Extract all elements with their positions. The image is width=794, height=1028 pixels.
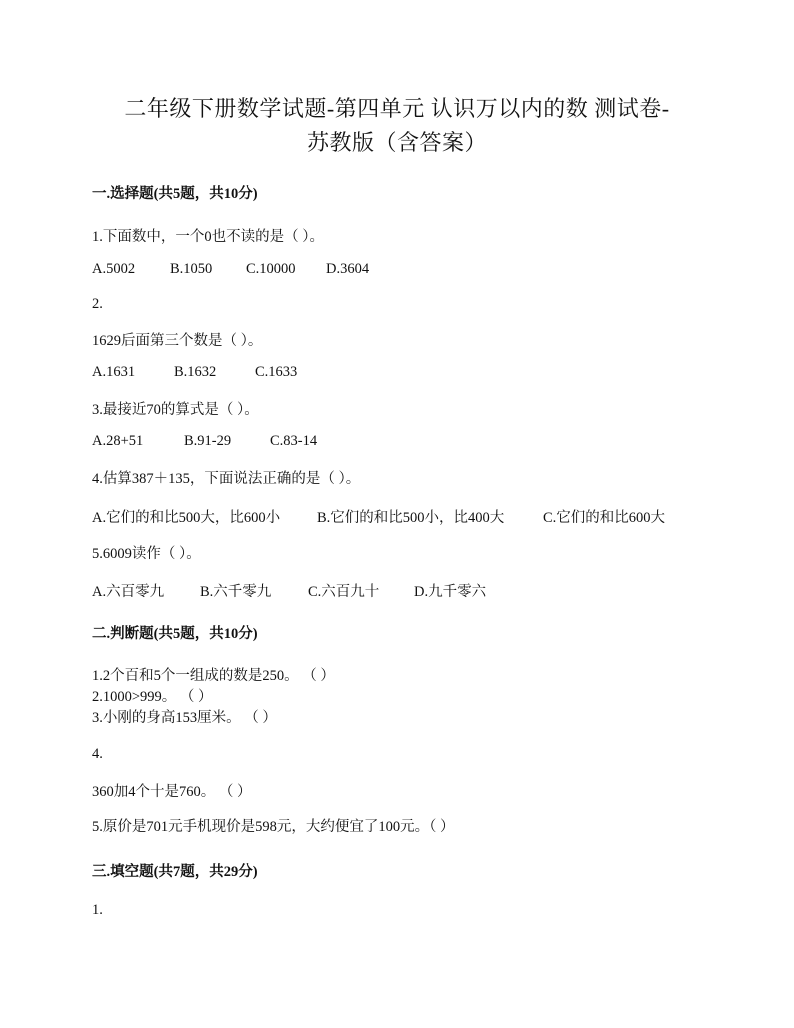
choice-question-4-options [92, 506, 665, 527]
choice-question-2: 1629后面第三个数是（ ）。 [92, 333, 263, 349]
choice-question-1: 1.下面数中，一个0也不读的是（ ）。 [92, 229, 324, 245]
choice-question-1-options [92, 261, 369, 278]
section-heading-choice: 一.选择题(共5题，共10分) [92, 186, 258, 202]
option: A.六百零九 [92, 584, 165, 600]
option: C.10000 [246, 261, 296, 277]
option: D.九千零六 [414, 584, 487, 600]
option: B.1632 [174, 364, 217, 380]
judge-question-1: 1.2个百和5个一组成的数是250。 （ ） [92, 668, 335, 684]
option: C.六百九十 [308, 584, 380, 600]
choice-question-4: 4.估算387＋135，下面说法正确的是（ ）。 [92, 471, 361, 487]
judge-question-5: 5.原价是701元手机现价是598元，大约便宜了100元。（ ） [92, 819, 455, 835]
choice-question-2-number: 2. [92, 296, 103, 312]
judge-question-2: 2.1000>999。 （ ） [92, 689, 213, 705]
choice-question-3-options [92, 433, 317, 450]
option: A.28+51 [92, 433, 144, 449]
judge-question-3: 3.小刚的身高153厘米。 （ ） [92, 710, 277, 726]
choice-question-5: 5.6009读作（ ）。 [92, 546, 201, 562]
choice-question-5-options [92, 580, 486, 601]
option: C.83-14 [270, 433, 318, 449]
choice-question-3: 3.最接近70的算式是（ ）。 [92, 402, 259, 418]
title-line-2: 苏教版（含答案） [306, 130, 487, 155]
option: A.它们的和比500大，比600小 [92, 510, 281, 526]
option: D.3604 [326, 261, 370, 277]
option: B.1050 [170, 261, 213, 277]
option: B.它们的和比500小，比400大 [317, 510, 505, 526]
option: B.91-29 [184, 433, 232, 449]
option: C.1633 [255, 364, 298, 380]
section-heading-fill: 三.填空题(共7题，共29分) [92, 864, 258, 880]
title-line-1: 二年级下册数学试题-第四单元 认识万以内的数 测试卷- [124, 96, 670, 121]
judge-question-4: 360加4个十是760。 （ ） [92, 784, 252, 800]
choice-question-2-options [92, 364, 297, 381]
page-title [90, 92, 704, 160]
judge-question-4-number: 4. [92, 746, 103, 762]
fill-question-1-number: 1. [92, 902, 103, 918]
option: A.1631 [92, 364, 136, 380]
option: C.它们的和比600大 [543, 510, 666, 526]
option: A.5002 [92, 261, 136, 277]
section-heading-judge: 二.判断题(共5题，共10分) [92, 626, 258, 642]
option: B.六千零九 [200, 584, 272, 600]
